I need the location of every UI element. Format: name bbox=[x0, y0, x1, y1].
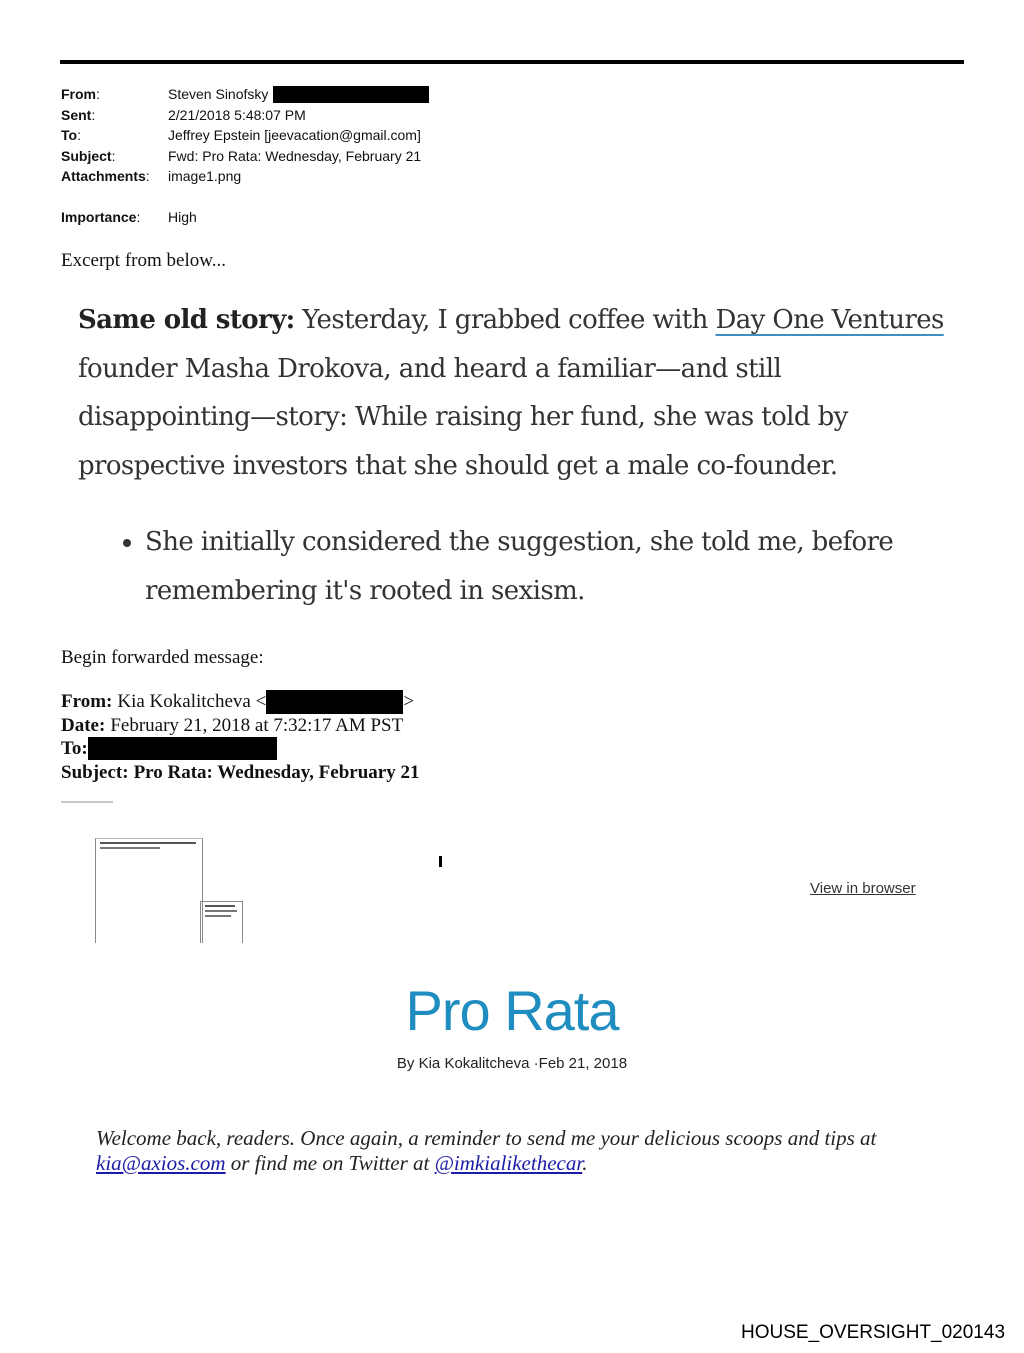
to-value: Jeffrey Epstein [jeevacation@gmail.com] bbox=[168, 127, 421, 143]
day-one-ventures-link[interactable]: Day One Ventures bbox=[715, 305, 944, 335]
header-subject-row bbox=[61, 146, 429, 167]
fwd-to-row bbox=[61, 737, 424, 760]
attachments-label: Attachments bbox=[61, 168, 146, 184]
newsletter-title: Pro Rata bbox=[405, 979, 619, 1042]
embedded-image-thumbnail bbox=[95, 838, 203, 943]
fwd-date-value: February 21, 2018 at 7:32:17 AM PST bbox=[110, 715, 404, 736]
story-paragraph bbox=[78, 296, 958, 490]
header-from-row bbox=[61, 84, 429, 105]
thumbnail-text-line bbox=[100, 847, 160, 849]
thumbnail-text-line bbox=[205, 915, 231, 917]
twitter-handle-link[interactable]: @imkialikethecar bbox=[434, 1151, 583, 1175]
forwarded-header bbox=[61, 690, 424, 784]
fwd-from-trailing: > bbox=[403, 691, 415, 713]
faint-divider bbox=[61, 801, 113, 803]
story-bullet: • She initially considered the suggestion, she told me, before remembering it's rooted in sexism. bbox=[145, 518, 958, 615]
welcome-text-end: . bbox=[582, 1151, 588, 1175]
attachments-colon: : bbox=[145, 168, 150, 184]
forward-intro: Begin forwarded message: bbox=[61, 647, 264, 668]
fwd-to-label: To: bbox=[61, 738, 88, 760]
welcome-text-b: or find me on Twitter at bbox=[225, 1151, 435, 1175]
story-excerpt bbox=[78, 296, 958, 615]
welcome-text-a: Welcome back, readers. Once again, a reminder to send me your delicious scoops and tips at bbox=[96, 1126, 877, 1150]
from-value: Steven Sinofsky bbox=[168, 86, 269, 102]
welcome-paragraph bbox=[96, 1126, 956, 1176]
document-id-footer: HOUSE_OVERSIGHT_020143 bbox=[741, 1322, 1006, 1343]
story-text-b: founder Masha Drokova, and heard a familiar—and still disappointing—story: While raising her fund, she was told by prospective investors that she should get a male co-founder. bbox=[78, 353, 848, 481]
thumbnail-text-line bbox=[205, 910, 237, 912]
attachment-file[interactable]: image1.png bbox=[168, 168, 242, 184]
header-to-row bbox=[61, 125, 429, 146]
fwd-subject-label: Subject: bbox=[61, 761, 129, 783]
sent-value: 2/21/2018 5:48:07 PM bbox=[168, 106, 306, 123]
importance-colon: : bbox=[136, 208, 141, 225]
top-rule bbox=[60, 60, 964, 64]
redaction-box bbox=[266, 690, 403, 714]
sent-label: Sent bbox=[61, 106, 92, 123]
header-attachments-row bbox=[61, 166, 429, 187]
fwd-subject-row bbox=[61, 761, 424, 784]
to-label: To bbox=[61, 127, 78, 143]
redaction-box bbox=[88, 737, 277, 760]
fwd-date-label: Date: bbox=[61, 715, 106, 736]
from-label: From bbox=[61, 86, 96, 102]
subject-colon: : bbox=[111, 147, 116, 164]
fwd-subject-value: Pro Rata: Wednesday, February 21 bbox=[133, 761, 420, 783]
newsletter-byline: By Kia Kokalitcheva ·Feb 21, 2018 bbox=[396, 1055, 628, 1072]
text-cursor-mark bbox=[439, 856, 442, 867]
story-text-a: Yesterday, I grabbed coffee with bbox=[294, 305, 716, 335]
to-colon: : bbox=[77, 127, 81, 143]
fwd-from-value: Kia Kokalitcheva < bbox=[117, 691, 267, 713]
sent-colon: : bbox=[91, 106, 96, 123]
thumbnail-text-line bbox=[205, 905, 235, 907]
thumbnail-text-line bbox=[100, 842, 196, 844]
fwd-date-row bbox=[61, 714, 424, 737]
view-in-browser-link[interactable]: View in browser bbox=[810, 880, 916, 897]
header-sent-row bbox=[61, 105, 429, 126]
importance-value: High bbox=[168, 208, 197, 225]
story-bullets bbox=[78, 518, 958, 615]
story-lead: Same old story: bbox=[78, 305, 295, 335]
email-link[interactable]: kia@axios.com bbox=[96, 1151, 226, 1175]
from-colon: : bbox=[96, 86, 100, 102]
embedded-image-thumbnail-small bbox=[200, 901, 243, 943]
excerpt-intro: Excerpt from below... bbox=[61, 250, 226, 271]
fwd-from-label: From: bbox=[61, 691, 113, 713]
importance-label: Importance bbox=[61, 208, 137, 225]
header-importance-row bbox=[61, 207, 429, 228]
subject-label: Subject bbox=[61, 147, 112, 164]
fwd-from-row bbox=[61, 690, 424, 714]
subject-value: Fwd: Pro Rata: Wednesday, February 21 bbox=[168, 147, 422, 164]
email-header bbox=[61, 84, 429, 227]
redaction-box bbox=[273, 86, 429, 103]
